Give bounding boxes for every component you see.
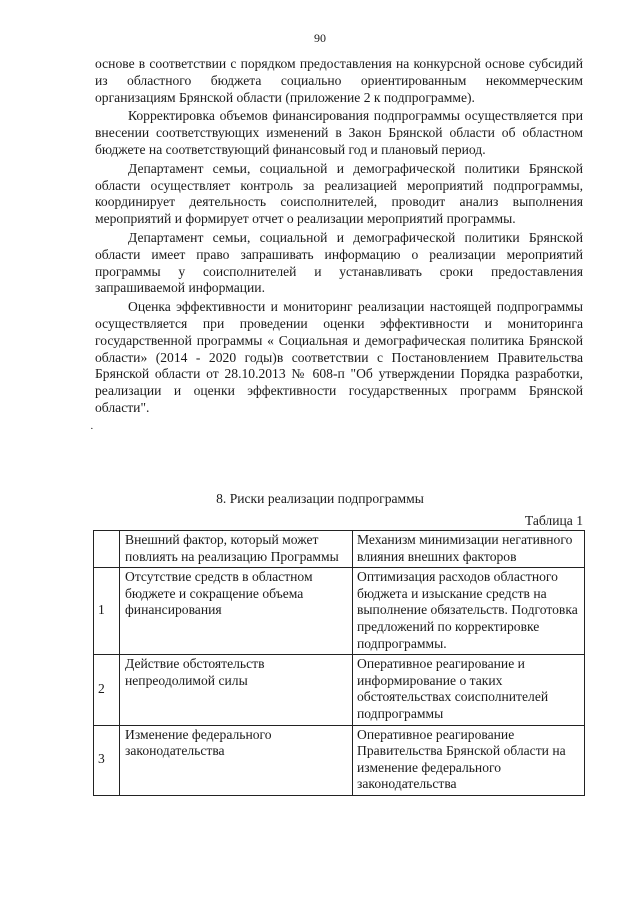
margin-mark: ·: [90, 423, 94, 435]
header-mechanism-cell: Механизм минимизации негативного влияния внешних факторов: [353, 531, 585, 568]
row-num-cell: 3: [94, 725, 120, 795]
row-num-cell: 2: [94, 655, 120, 725]
page-number: 90: [314, 31, 326, 45]
row-factor-cell: Отсутствие средств в областном бюджете и сокращение объема финансирования: [120, 568, 353, 655]
paragraph-evaluation: Оценка эффективности и мониторинг реализации настоящей подпрограммы осуществляется при проведении оценки эффективности и мониторинга государственной программы « Социальная и демографическая политика Брянской области» (2014 - 2020 годы)в соответствии с Постановлением Правительства Брянской области от 28.10.2013 № 608-п "Об утверждении Порядка разработки, реализации и оценки эффективности государственных программ Брянской области".: [95, 299, 583, 415]
row-num-cell: 1: [94, 568, 120, 655]
table-row: [94, 725, 585, 795]
row-factor-cell: Действие обстоятельств непреодолимой силы: [120, 655, 353, 725]
row-mechanism-cell: Оперативное реагирование Правительства Брянской области на изменение федерального законодательства: [353, 725, 585, 795]
header-num-cell: [94, 531, 120, 568]
paragraph-financing-adjustment: Корректировка объемов финансирования подпрограммы осуществляется при внесении соответствующих изменений в Закон Брянской области об областном бюджете на соответствующий финансовый год и плановый период.: [95, 108, 583, 157]
body-text: [95, 56, 583, 417]
paragraph-subsidies: основе в соответствии с порядком предоставления на конкурсной основе субсидий из областного бюджета социально ориентированным некоммерческим организациям Брянской области (приложение 2 к подпрограмме).: [95, 56, 583, 105]
row-mechanism-cell: Оперативное реагирование и информирование о таких обстоятельствах соисполнителей подпрограммы: [353, 655, 585, 725]
section-title: 8. Риски реализации подпрограммы: [216, 491, 424, 506]
risks-table: [93, 530, 585, 796]
row-mechanism-cell: Оптимизация расходов областного бюджета и изыскание средств на выполнение обязательств. Подготовка предложений по корректировке подпрограммы.: [353, 568, 585, 655]
table-header-row: [94, 531, 585, 568]
table-row: [94, 568, 585, 655]
paragraph-department-rights: Департамент семьи, социальной и демографической политики Брянской области имеет право запрашивать информацию о реализации мероприятий программы у соисполнителей и устанавливать сроки предоставления запрашиваемой информации.: [95, 229, 583, 296]
table-row: [94, 655, 585, 725]
row-factor-cell: Изменение федерального законодательства: [120, 725, 353, 795]
table-caption: Таблица 1: [524, 513, 583, 528]
paragraph-department-control: Департамент семьи, социальной и демографической политики Брянской области осуществляет контроль за реализацией мероприятий подпрограммы, координирует деятельность соисполнителей, проводит анализ выполнения мероприятий и формирует отчет о реализации мероприятий программы.: [95, 160, 583, 227]
header-factor-cell: Внешний фактор, который может повлиять на реализацию Программы: [120, 531, 353, 568]
